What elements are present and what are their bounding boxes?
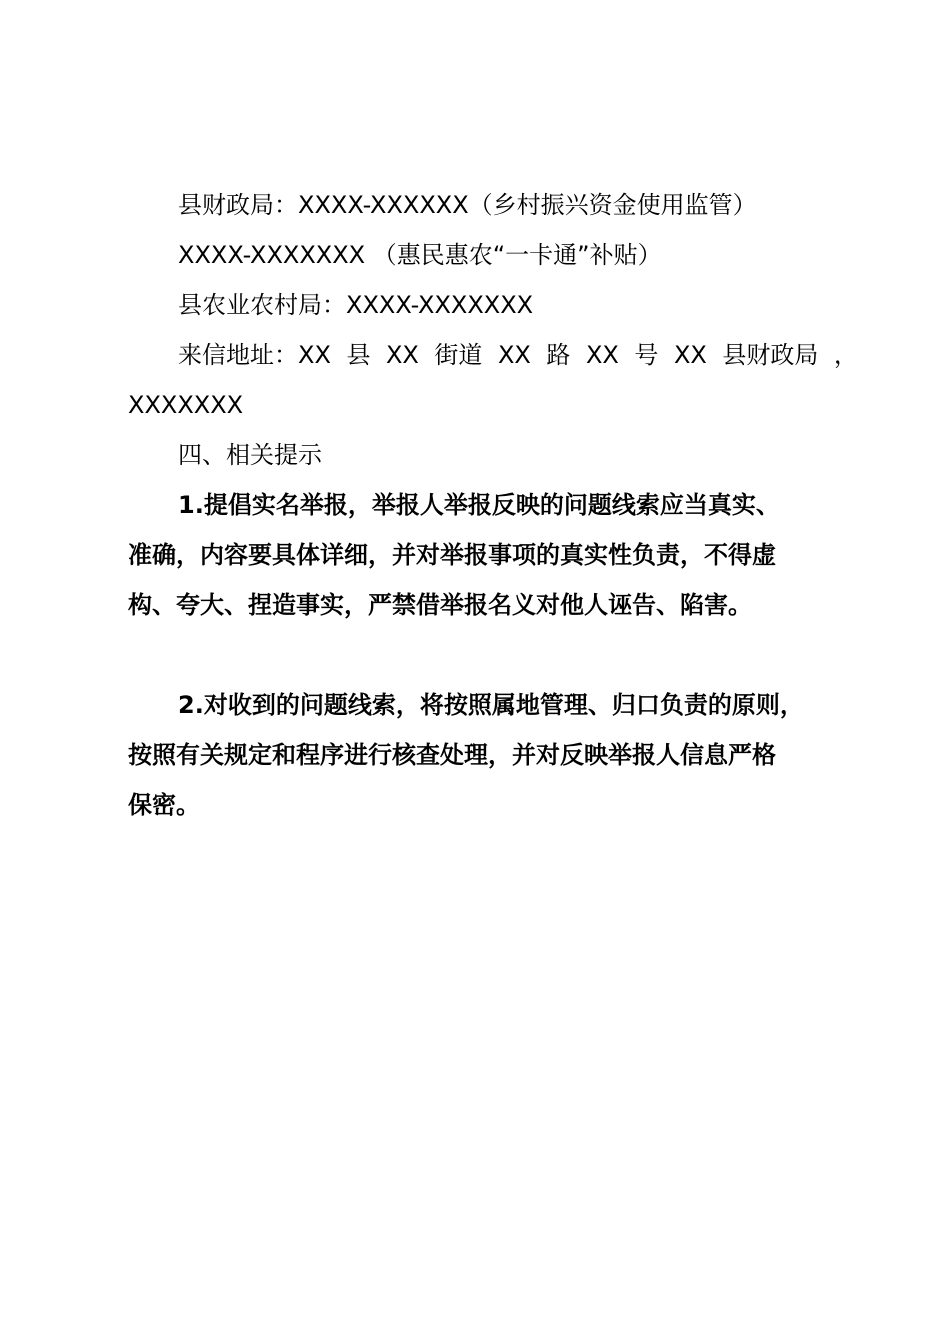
mail-address-segment: XX xyxy=(497,341,531,369)
tip2-line: 保密。 xyxy=(128,791,200,819)
mail-address-segment: ， xyxy=(833,341,858,369)
mail-address-segment: 街道 xyxy=(434,341,483,369)
mail-address-segment: XX xyxy=(585,341,619,369)
tip1-line: 构、夸大、捏造事实，严禁借举报名义对他人诬告、陷害。 xyxy=(128,591,752,619)
tip2-line: 按照有关规定和程序进行核查处理，并对反映举报人信息严格 xyxy=(128,741,776,769)
mail-address-segment: 号 xyxy=(634,341,659,369)
tip1-line: 1.提倡实名举报，举报人举报反映的问题线索应当真实、 xyxy=(178,491,780,519)
section-heading: 四、相关提示 xyxy=(178,441,322,469)
tip1-line: 准确，内容要具体详细，并对举报事项的真实性负责，不得虚 xyxy=(128,541,776,569)
tip2-line: 2.对收到的问题线索，将按照属地管理、归口负责的原则， xyxy=(178,691,804,719)
mail-postcode: XXXXXXX xyxy=(128,391,244,419)
paragraph-gap xyxy=(128,630,858,680)
mail-address-segment: 县财政局 xyxy=(722,341,819,369)
mail-address-segment: XX xyxy=(673,341,707,369)
contact-agriculture-bureau: 县农业农村局：XXXX-XXXXXXX xyxy=(178,291,534,319)
mail-address-segment: 路 xyxy=(546,341,571,369)
document-body xyxy=(128,180,858,830)
mail-address-line xyxy=(128,330,858,380)
contact-finance-bureau: 县财政局：XXXX-XXXXXX（乡村振兴资金使用监管） xyxy=(178,191,757,219)
mail-address-segment: XX xyxy=(385,341,419,369)
contact-finance-card: XXXX-XXXXXXX （惠民惠农“一卡通”补贴） xyxy=(178,241,662,269)
mail-address-segment: 来信地址：XX xyxy=(178,341,331,369)
mail-address-segment: 县 xyxy=(346,341,371,369)
